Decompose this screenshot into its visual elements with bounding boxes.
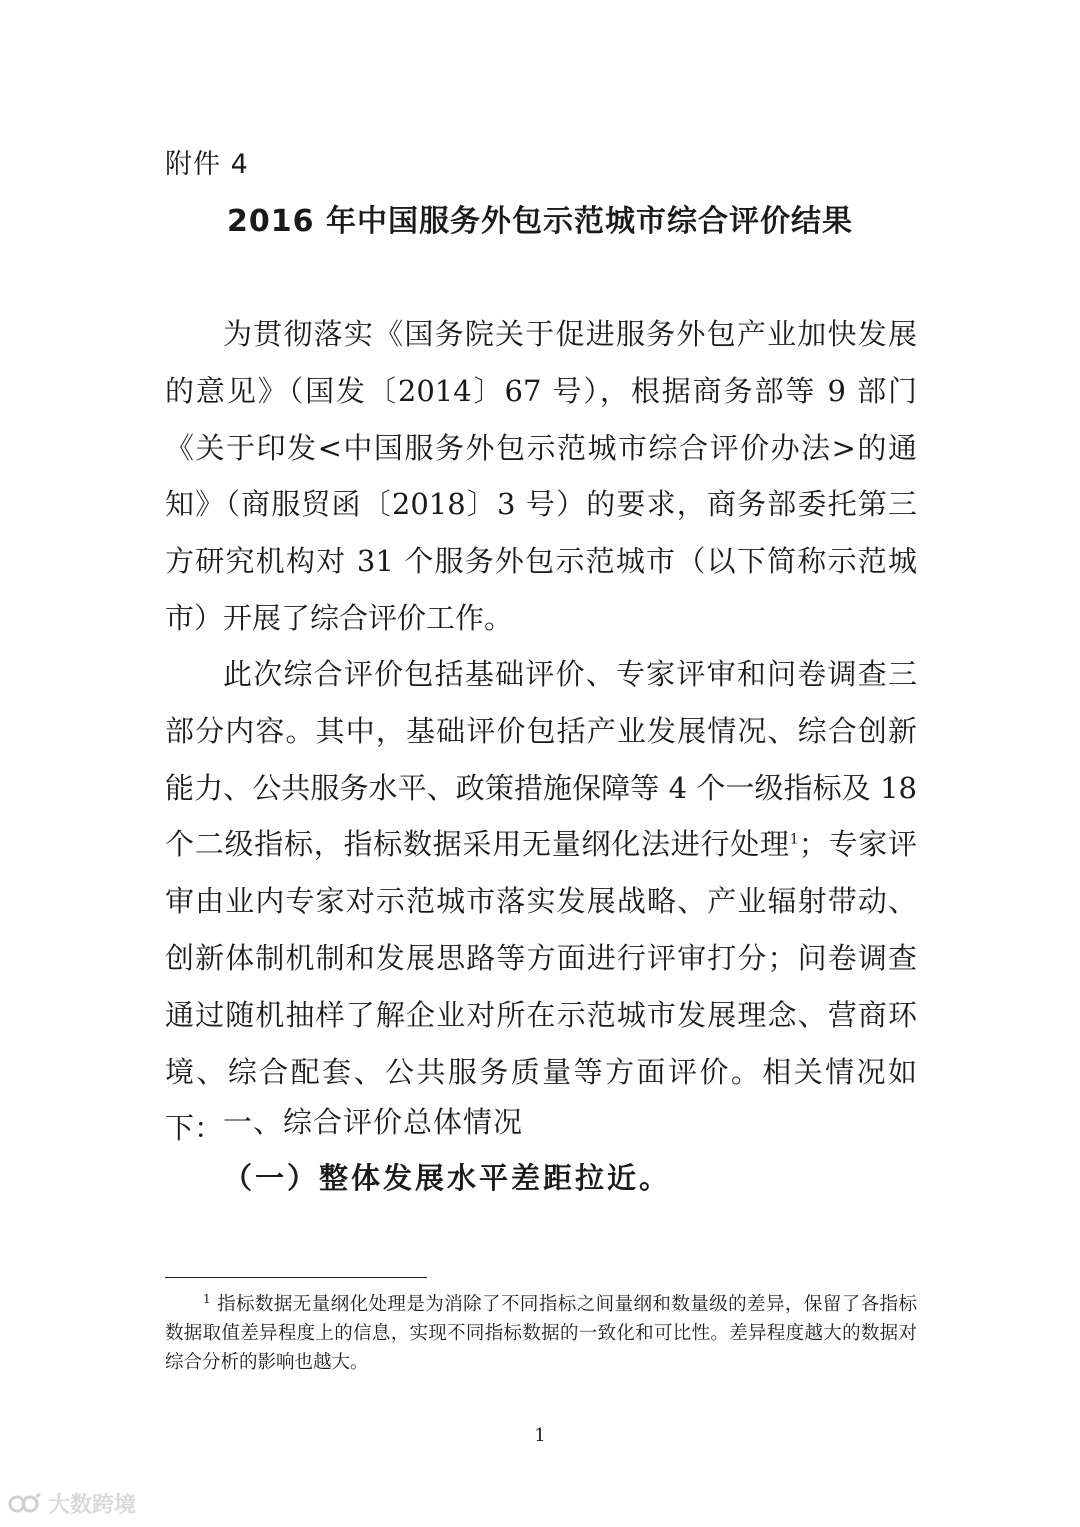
logo-icon	[8, 1492, 42, 1516]
paragraph-evaluation-content	[165, 646, 917, 1157]
paragraph-intro: 为贯彻落实《国务院关于促进服务外包产业加快发展的意见》（国发〔2014〕67 号），根据商务部等 9 部门《关于印发<中国服务外包示范城市综合评价办法>的通知》（商服贸函〔2018〕3 号）的要求，商务部委托第三方研究机构对 31 个服务外包示范城市（以下简称示范城市）开展了综合评价工作。	[165, 317, 917, 635]
footnote-reference[interactable]: 1	[789, 831, 799, 848]
footnote-text: 指标数据无量纲化处理是为消除了不同指标之间量纲和数量级的差异，保留了各指标数据取值差异程度上的信息，实现不同指标数据的一致化和可比性。差异程度越大的数据对综合分析的影响也越大。	[165, 1294, 917, 1373]
paragraph-text-part1: 此次综合评价包括基础评价、专家评审和问卷调查三部分内容。其中，基础评价包括产业发展情况、综合创新能力、公共服务水平、政策措施保障等 4 个一级指标及 18 个二级指标，指标数据采用无量纲化法进行处理	[165, 657, 917, 862]
section-heading: 一、综合评价总体情况	[223, 1105, 524, 1139]
watermark	[8, 1488, 136, 1519]
page-number: 1	[534, 1425, 546, 1446]
document-title: 2016 年中国服务外包示范城市综合评价结果	[227, 204, 853, 239]
subsection-heading: （一）整体发展水平差距拉近。	[223, 1161, 672, 1195]
footnote-mark: 1	[203, 1291, 211, 1306]
footnote	[165, 1290, 917, 1377]
footnote-divider	[165, 1277, 427, 1278]
paragraph-text-part2: ；专家评审由业内专家对示范城市落实发展战略、产业辐射带动、创新体制机制和发展思路等方面进行评审打分；问卷调查通过随机抽样了解企业对所在示范城市发展理念、营商环境、综合配套、公共服务质量等方面评价。相关情况如下：	[165, 827, 917, 1146]
attachment-label: 附件 4	[165, 149, 249, 180]
watermark-text: 大数跨境	[48, 1493, 137, 1518]
